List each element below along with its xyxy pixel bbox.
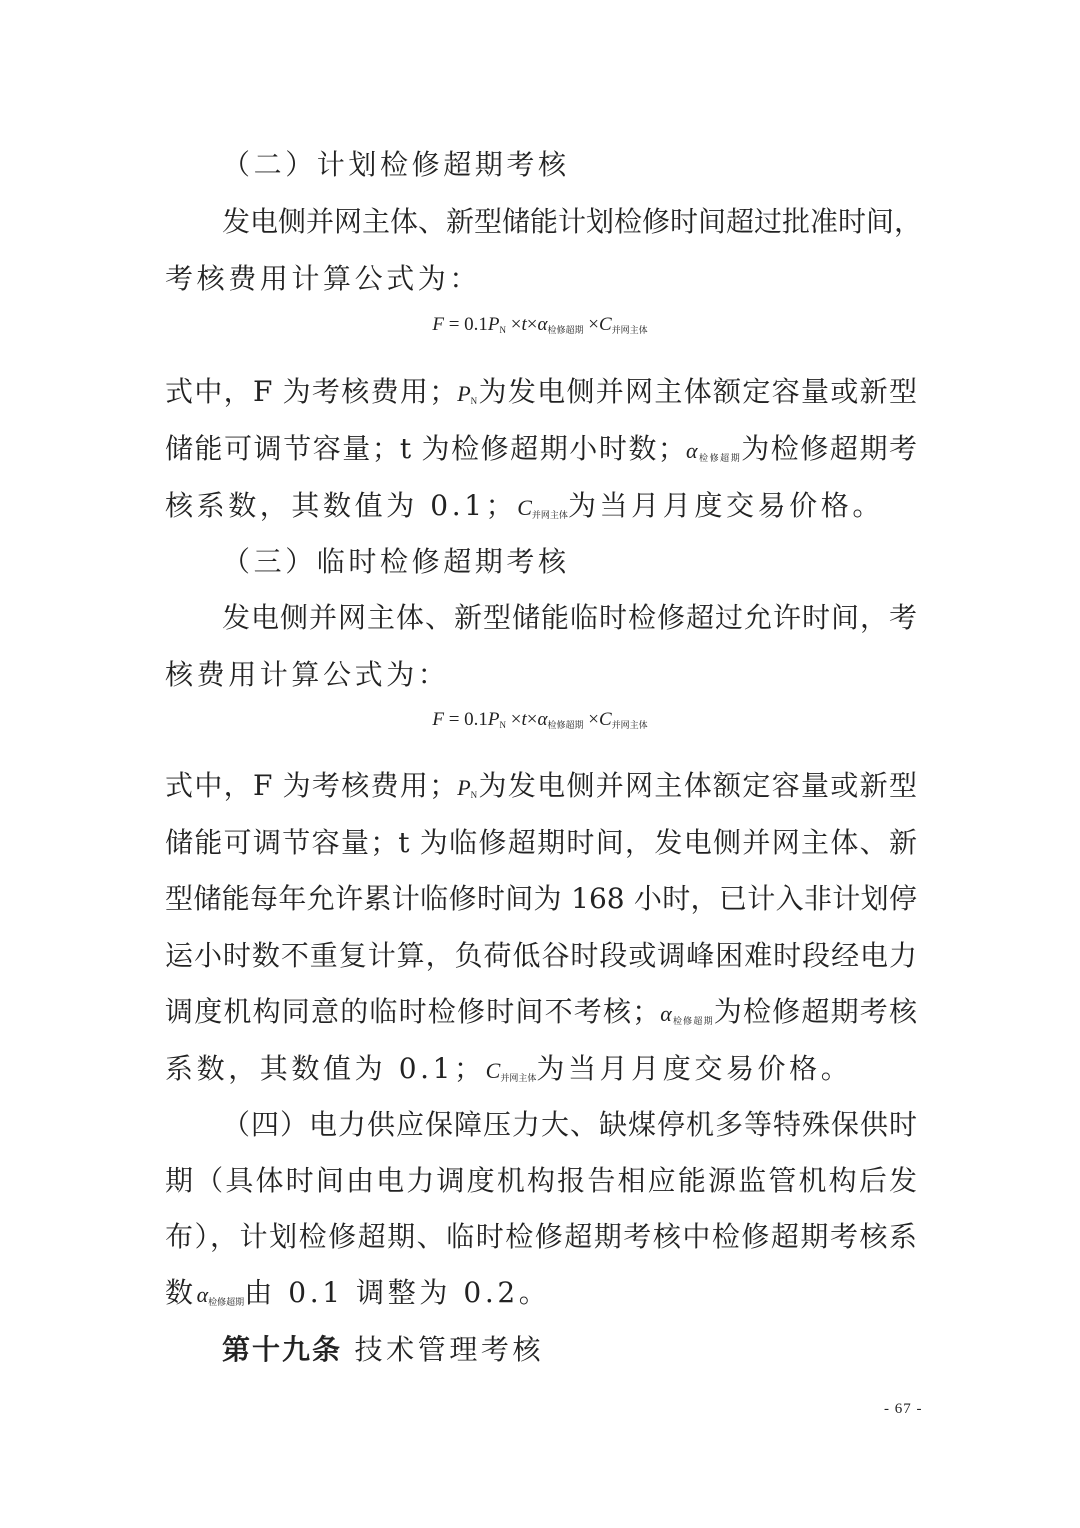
paragraph-line: 核费用计算公式为： [165,658,450,691]
paragraph-line: 发电侧并网主体、新型储能临时检修超过允许时间，考 [222,601,917,634]
paragraph-line: 考核费用计算公式为： [165,262,482,295]
paragraph-line: 储能可调节容量；t 为临修超期时间，发电侧并网主体、新 [165,826,917,859]
paragraph-line: 调度机构同意的临时检修时间不考核；$\alpha_{检修超期}$为检修超期考核 [165,995,917,1028]
paragraph-line: 运小时数不重复计算，负荷低谷时段或调峰困难时段经电力 [165,939,917,972]
section-heading-2: （二）计划检修超期考核 [222,148,570,181]
paragraph-line: 式中，F 为考核费用；$P_N$为发电侧并网主体额定容量或新型 [165,769,917,802]
paragraph-line: 布），计划检修超期、临时检修超期考核中检修超期考核系 [165,1220,917,1253]
paragraph-line: 式中，F 为考核费用；$P_N$为发电侧并网主体额定容量或新型 [165,375,917,408]
formula-planned-overdue: $F = 0.1P_N \times t\times\alpha_{检修超期} \times C_{并网主体}$ [432,314,648,335]
paragraph-line: 储能可调节容量；t 为检修超期小时数；$\alpha_{检修超期}$为检修超期考 [165,432,917,465]
section-heading-3: （三）临时检修超期考核 [222,545,570,578]
formula-temporary-overdue: $F = 0.1P_N \times t\times\alpha_{检修超期} \times C_{并网主体}$ [432,709,648,730]
page-number: - 67 - [884,1401,923,1417]
paragraph-line: 发电侧并网主体、新型储能计划检修时间超过批准时间， [222,205,923,238]
article-title: 技术管理考核 [354,1333,545,1366]
paragraph-line: 系数，其数值为 0.1；$C_{并网主体}$为当月月度交易价格。 [165,1052,853,1085]
article-19-heading [222,1330,974,1370]
paragraph-line: 核系数，其数值为 0.1；$C_{并网主体}$为当月月度交易价格。 [165,489,884,522]
paragraph-line: （四）电力供应保障压力大、缺煤停机多等特殊保供时 [222,1108,917,1141]
paragraph-line: 型储能每年允许累计临修时间为 168 小时，已计入非计划停 [165,882,917,915]
paragraph-line: 数$\alpha_{检修超期}$由 0.1 调整为 0.2。 [165,1276,551,1309]
article-label: 第十九条 [222,1333,343,1366]
paragraph-line: 期（具体时间由电力调度机构报告相应能源监管机构后发 [165,1164,917,1197]
